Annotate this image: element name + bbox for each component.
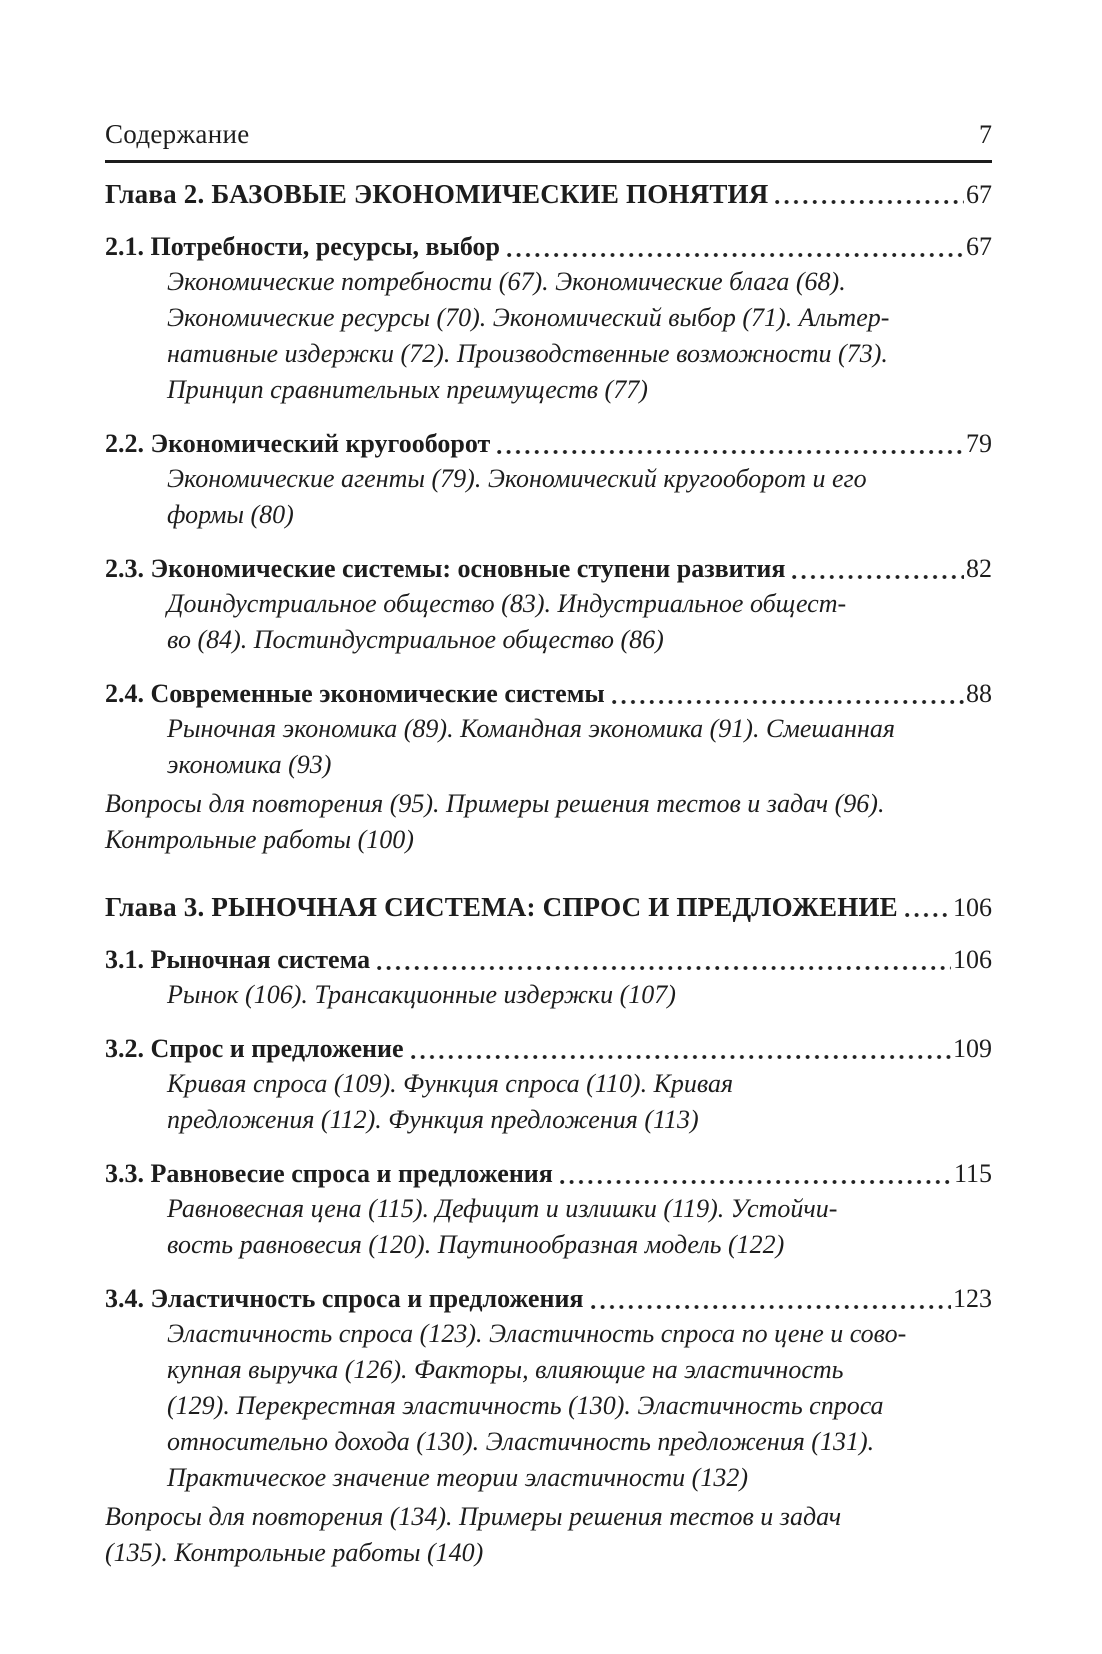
toc-section-2-1 bbox=[105, 230, 992, 408]
section-page-number: 67 bbox=[966, 232, 992, 261]
toc-entry-2-2 bbox=[105, 427, 992, 461]
section-topics bbox=[167, 977, 992, 1013]
topic-line: купная выручка (126). Факторы, влияющие на эластичность bbox=[167, 1355, 844, 1384]
toc-section-2-4 bbox=[105, 677, 992, 783]
toc-entry-3-3 bbox=[105, 1157, 992, 1191]
toc-section-2-2 bbox=[105, 427, 992, 533]
chapter-2-block bbox=[105, 177, 992, 858]
topic-line: предложения (112). Функция предложения (113) bbox=[167, 1105, 699, 1134]
topic-line: вость равновесия (120). Паутинообразная модель (122) bbox=[167, 1230, 785, 1259]
dotted-leader bbox=[591, 1304, 952, 1310]
section-page-number: 82 bbox=[966, 554, 992, 583]
topic-line: нативные издержки (72). Производственные возможности (73). bbox=[167, 339, 888, 368]
topic-line: во (84). Постиндустриальное общество (86) bbox=[167, 625, 664, 654]
toc-section-3-1 bbox=[105, 943, 992, 1013]
toc-entry-3-4 bbox=[105, 1282, 992, 1316]
section-topics bbox=[167, 1066, 992, 1138]
chapter-title: Глава 2. БАЗОВЫЕ ЭКОНОМИЧЕСКИЕ ПОНЯТИЯ bbox=[105, 179, 769, 209]
chapter-review-note bbox=[105, 1499, 992, 1571]
chapter-page-number: 67 bbox=[966, 180, 992, 209]
topic-line: экономика (93) bbox=[167, 750, 332, 779]
section-title: 2.2. Экономический кругооборот bbox=[105, 429, 491, 458]
chapter-3-block bbox=[105, 890, 992, 1571]
topic-line: Равновесная цена (115). Дефицит и излишки (119). Устойчи- bbox=[167, 1194, 838, 1223]
page-header bbox=[105, 118, 992, 163]
topic-line: (129). Перекрестная эластичность (130). Эластичность спроса bbox=[167, 1391, 884, 1420]
review-line: Вопросы для повторения (134). Примеры решения тестов и задач bbox=[105, 1502, 842, 1531]
toc-entry-chapter-3 bbox=[105, 890, 992, 924]
dotted-leader bbox=[507, 252, 964, 258]
topic-line: Экономические ресурсы (70). Экономический выбор (71). Альтер- bbox=[167, 303, 890, 332]
toc-entry-3-1 bbox=[105, 943, 992, 977]
table-of-contents bbox=[105, 177, 992, 1571]
section-page-number: 109 bbox=[953, 1034, 992, 1063]
topic-line: Рыночная экономика (89). Командная экономика (91). Смешанная bbox=[167, 714, 895, 743]
section-topics bbox=[167, 264, 992, 408]
section-title: 3.1. Рыночная система bbox=[105, 945, 371, 974]
toc-section-3-3 bbox=[105, 1157, 992, 1263]
topic-line: формы (80) bbox=[167, 500, 294, 529]
section-page-number: 88 bbox=[966, 679, 992, 708]
section-page-number: 123 bbox=[953, 1284, 992, 1313]
dotted-leader bbox=[792, 574, 964, 580]
topic-line: Рынок (106). Трансакционные издержки (107) bbox=[167, 980, 676, 1009]
review-line: Вопросы для повторения (95). Примеры решения тестов и задач (96). bbox=[105, 789, 885, 818]
toc-entry-2-3 bbox=[105, 552, 992, 586]
dotted-leader bbox=[775, 199, 964, 205]
chapter-title: Глава 3. РЫНОЧНАЯ СИСТЕМА: СПРОС И ПРЕДЛОЖЕНИЕ bbox=[105, 892, 898, 922]
section-title: 3.3. Равновесие спроса и предложения bbox=[105, 1159, 553, 1188]
topic-line: Практическое значение теории эластичности (132) bbox=[167, 1463, 749, 1492]
dotted-leader bbox=[905, 912, 951, 918]
section-title: 3.2. Спрос и предложение bbox=[105, 1034, 404, 1063]
section-title: 2.3. Экономические системы: основные ступени развития bbox=[105, 554, 786, 583]
toc-section-2-3 bbox=[105, 552, 992, 658]
topic-line: Принцип сравнительных преимуществ (77) bbox=[167, 375, 648, 404]
toc-entry-chapter-2 bbox=[105, 177, 992, 211]
section-topics bbox=[167, 1316, 992, 1496]
section-page-number: 106 bbox=[953, 945, 992, 974]
chapter-review-note bbox=[105, 786, 992, 858]
topic-line: Кривая спроса (109). Функция спроса (110). Кривая bbox=[167, 1069, 734, 1098]
section-page-number: 79 bbox=[966, 429, 992, 458]
chapter-page-number: 106 bbox=[953, 893, 992, 922]
section-topics bbox=[167, 586, 992, 658]
toc-section-3-4 bbox=[105, 1282, 992, 1496]
section-topics bbox=[167, 711, 992, 783]
toc-entry-2-1 bbox=[105, 230, 992, 264]
review-line: Контрольные работы (100) bbox=[105, 825, 414, 854]
section-title: 2.1. Потребности, ресурсы, выбор bbox=[105, 232, 501, 261]
dotted-leader bbox=[560, 1179, 952, 1185]
dotted-leader bbox=[612, 699, 964, 705]
section-title: 2.4. Современные экономические системы bbox=[105, 679, 605, 708]
topic-line: Экономические агенты (79). Экономический кругооборот и его bbox=[167, 464, 867, 493]
page-content bbox=[105, 0, 992, 1571]
topic-line: Экономические потребности (67). Экономические блага (68). bbox=[167, 267, 846, 296]
section-topics bbox=[167, 461, 992, 533]
section-page-number: 115 bbox=[953, 1159, 992, 1188]
toc-section-3-2 bbox=[105, 1032, 992, 1138]
dotted-leader bbox=[411, 1054, 951, 1060]
section-topics bbox=[167, 1191, 992, 1263]
running-title: Содержание bbox=[105, 119, 250, 149]
folio-page-number: 7 bbox=[979, 120, 992, 149]
dotted-leader bbox=[377, 965, 951, 971]
topic-line: Эластичность спроса (123). Эластичность спроса по цене и сово- bbox=[167, 1319, 907, 1348]
toc-entry-3-2 bbox=[105, 1032, 992, 1066]
section-title: 3.4. Эластичность спроса и предложения bbox=[105, 1284, 584, 1313]
topic-line: Доиндустриальное общество (83). Индустриальное общест- bbox=[167, 589, 847, 618]
topic-line: относительно дохода (130). Эластичность предложения (131). bbox=[167, 1427, 875, 1456]
review-line: (135). Контрольные работы (140) bbox=[105, 1538, 484, 1567]
toc-entry-2-4 bbox=[105, 677, 992, 711]
dotted-leader bbox=[497, 449, 964, 455]
